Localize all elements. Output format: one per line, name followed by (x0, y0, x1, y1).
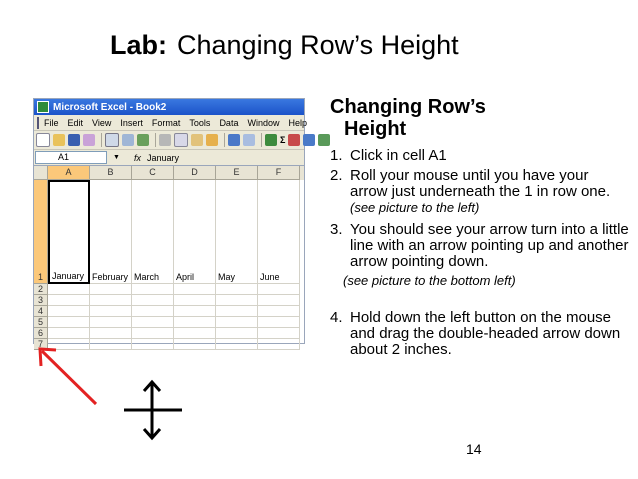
table-cell[interactable] (132, 328, 174, 339)
table-cell[interactable] (132, 306, 174, 317)
redo-icon[interactable] (243, 134, 255, 146)
table-cell[interactable] (90, 328, 132, 339)
autosum-icon[interactable]: Σ (280, 135, 286, 145)
column-header-b[interactable]: B (90, 166, 132, 180)
cell-value: May (218, 272, 236, 282)
table-row (34, 295, 304, 306)
spelling-icon[interactable] (137, 134, 149, 146)
step-1 (330, 148, 630, 164)
excel-screenshot (33, 98, 307, 349)
select-all-corner[interactable] (34, 166, 48, 180)
cell-a1[interactable] (48, 180, 90, 284)
menu-help[interactable]: Help (288, 117, 307, 128)
cell-value: March (134, 272, 160, 282)
heading-line-2: Height (344, 118, 407, 140)
table-row (34, 317, 304, 328)
new-document-icon[interactable] (36, 133, 50, 147)
step-number: 3. (330, 221, 343, 238)
row-header-label: 1 (37, 272, 43, 282)
table-cell[interactable] (174, 306, 216, 317)
table-cell[interactable] (258, 328, 300, 339)
sort-descending-icon[interactable] (303, 134, 315, 146)
permission-icon[interactable] (83, 134, 95, 146)
toolbar-separator (101, 133, 102, 147)
table-cell[interactable] (174, 295, 216, 306)
table-cell[interactable] (216, 284, 258, 295)
menu-window[interactable]: Window (247, 117, 280, 128)
menu-format[interactable]: Format (151, 117, 181, 128)
sort-ascending-icon[interactable] (288, 134, 300, 146)
table-cell[interactable] (216, 339, 258, 350)
open-folder-icon[interactable] (53, 134, 65, 146)
excel-toolbar (34, 131, 304, 150)
menu-view[interactable]: View (92, 117, 112, 128)
save-icon[interactable] (68, 134, 80, 146)
table-cell[interactable] (216, 317, 258, 328)
table-row (34, 339, 304, 350)
table-row (34, 328, 304, 339)
function-icon[interactable]: fx (133, 152, 141, 163)
row-resize-cursor-icon (122, 377, 184, 443)
paste-icon[interactable] (191, 134, 203, 146)
table-cell[interactable] (258, 295, 300, 306)
format-painter-icon[interactable] (206, 134, 218, 146)
step-2 (330, 168, 630, 216)
step-number: 4. (330, 309, 343, 326)
step-3 (330, 222, 630, 270)
table-cell[interactable] (216, 306, 258, 317)
formula-value[interactable]: January (146, 152, 179, 163)
menu-insert[interactable]: Insert (120, 117, 143, 128)
menu-data[interactable]: Data (219, 117, 239, 128)
table-cell[interactable] (258, 317, 300, 328)
toolbar-separator (261, 133, 262, 147)
cell-e1[interactable] (216, 180, 258, 284)
row-header-4[interactable]: 4 (34, 306, 48, 317)
hyperlink-icon[interactable] (265, 134, 277, 146)
step-body (350, 168, 630, 216)
toolbar-separator (224, 133, 225, 147)
cell-f1[interactable] (258, 180, 300, 284)
table-cell[interactable] (48, 317, 90, 328)
table-cell[interactable] (132, 295, 174, 306)
column-header-f[interactable]: F (258, 166, 300, 180)
cell-value: April (176, 272, 195, 282)
excel-titlebar (34, 99, 304, 115)
excel-app-icon (37, 101, 49, 113)
table-cell[interactable] (90, 295, 132, 306)
slide-title (110, 30, 459, 61)
table-cell[interactable] (48, 295, 90, 306)
table-cell[interactable] (216, 328, 258, 339)
row-header-2[interactable]: 2 (34, 284, 48, 295)
table-cell[interactable] (48, 284, 90, 295)
row-header-5[interactable]: 5 (34, 317, 48, 328)
table-cell[interactable] (216, 295, 258, 306)
table-cell[interactable] (258, 284, 300, 295)
table-cell[interactable] (90, 339, 132, 350)
heading-line-1: Changing Row’s (330, 96, 486, 118)
cell-value: January (52, 271, 85, 281)
step-3-note: (see picture to the bottom left) (343, 273, 516, 288)
table-row (34, 284, 304, 295)
spreadsheet-grid (34, 166, 304, 350)
table-cell[interactable] (258, 339, 300, 350)
table-cell[interactable] (48, 306, 90, 317)
slide-title-prefix: Lab: (110, 30, 167, 60)
print-preview-icon[interactable] (122, 134, 134, 146)
instructions-heading (330, 96, 630, 140)
table-cell[interactable] (90, 284, 132, 295)
slide-title-main: Changing Row’s Height (177, 30, 459, 60)
excel-formula-bar (34, 150, 304, 166)
table-cell[interactable] (258, 306, 300, 317)
copy-icon[interactable] (174, 133, 188, 147)
cell-d1[interactable] (174, 180, 216, 284)
document-icon (37, 117, 39, 129)
column-header-a[interactable]: A (48, 166, 90, 180)
table-cell[interactable] (90, 306, 132, 317)
table-cell[interactable] (174, 339, 216, 350)
row-header-6[interactable]: 6 (34, 328, 48, 339)
menu-tools[interactable]: Tools (189, 117, 211, 128)
column-header-e[interactable]: E (216, 166, 258, 180)
cell-value: February (92, 272, 129, 282)
step-note: (see picture to the left) (350, 200, 480, 215)
excel-window-title: Microsoft Excel - Book2 (53, 101, 167, 113)
undo-icon[interactable] (228, 134, 240, 146)
table-row (34, 180, 304, 284)
cell-c1[interactable] (132, 180, 174, 284)
step-4 (330, 310, 630, 358)
step-text: Roll your mouse until you have your arrow just underneath the 1 in row one. (350, 167, 611, 200)
table-cell[interactable] (48, 328, 90, 339)
menu-edit[interactable]: Edit (67, 117, 84, 128)
table-cell[interactable] (132, 284, 174, 295)
step-number: 2. (330, 167, 343, 184)
step-text: Click in cell A1 (350, 147, 447, 164)
excel-menubar (34, 115, 307, 131)
table-cell[interactable] (90, 317, 132, 328)
table-cell[interactable] (174, 317, 216, 328)
name-box[interactable]: A1 (35, 151, 107, 164)
table-row (34, 306, 304, 317)
step-text: You should see your arrow turn into a little line with an arrow pointing up and another arrow pointing down. (350, 221, 629, 270)
column-header-d[interactable]: D (174, 166, 216, 180)
column-header-c[interactable]: C (132, 166, 174, 180)
menu-file[interactable]: File (44, 117, 59, 128)
toolbar-separator (155, 133, 156, 147)
instructions (330, 96, 630, 358)
column-headers (34, 166, 304, 180)
row-header-3[interactable]: 3 (34, 295, 48, 306)
table-cell[interactable] (174, 328, 216, 339)
table-cell[interactable] (132, 317, 174, 328)
print-icon[interactable] (105, 133, 119, 147)
page-number: 14 (466, 441, 482, 457)
table-cell[interactable] (132, 339, 174, 350)
step-number: 1. (330, 147, 343, 164)
row-header-1[interactable] (34, 180, 48, 284)
row-header-7[interactable]: 7 (34, 339, 48, 350)
cell-b1[interactable] (90, 180, 132, 284)
chart-wizard-icon[interactable] (318, 134, 330, 146)
chevron-down-icon[interactable]: ▼ (113, 154, 120, 161)
table-cell[interactable] (174, 284, 216, 295)
cut-icon[interactable] (159, 134, 171, 146)
step-text: Hold down the left button on the mouse and drag the double-headed arrow down about 2 inches. (350, 309, 621, 358)
cell-value: June (260, 272, 280, 282)
table-cell[interactable] (48, 339, 90, 350)
